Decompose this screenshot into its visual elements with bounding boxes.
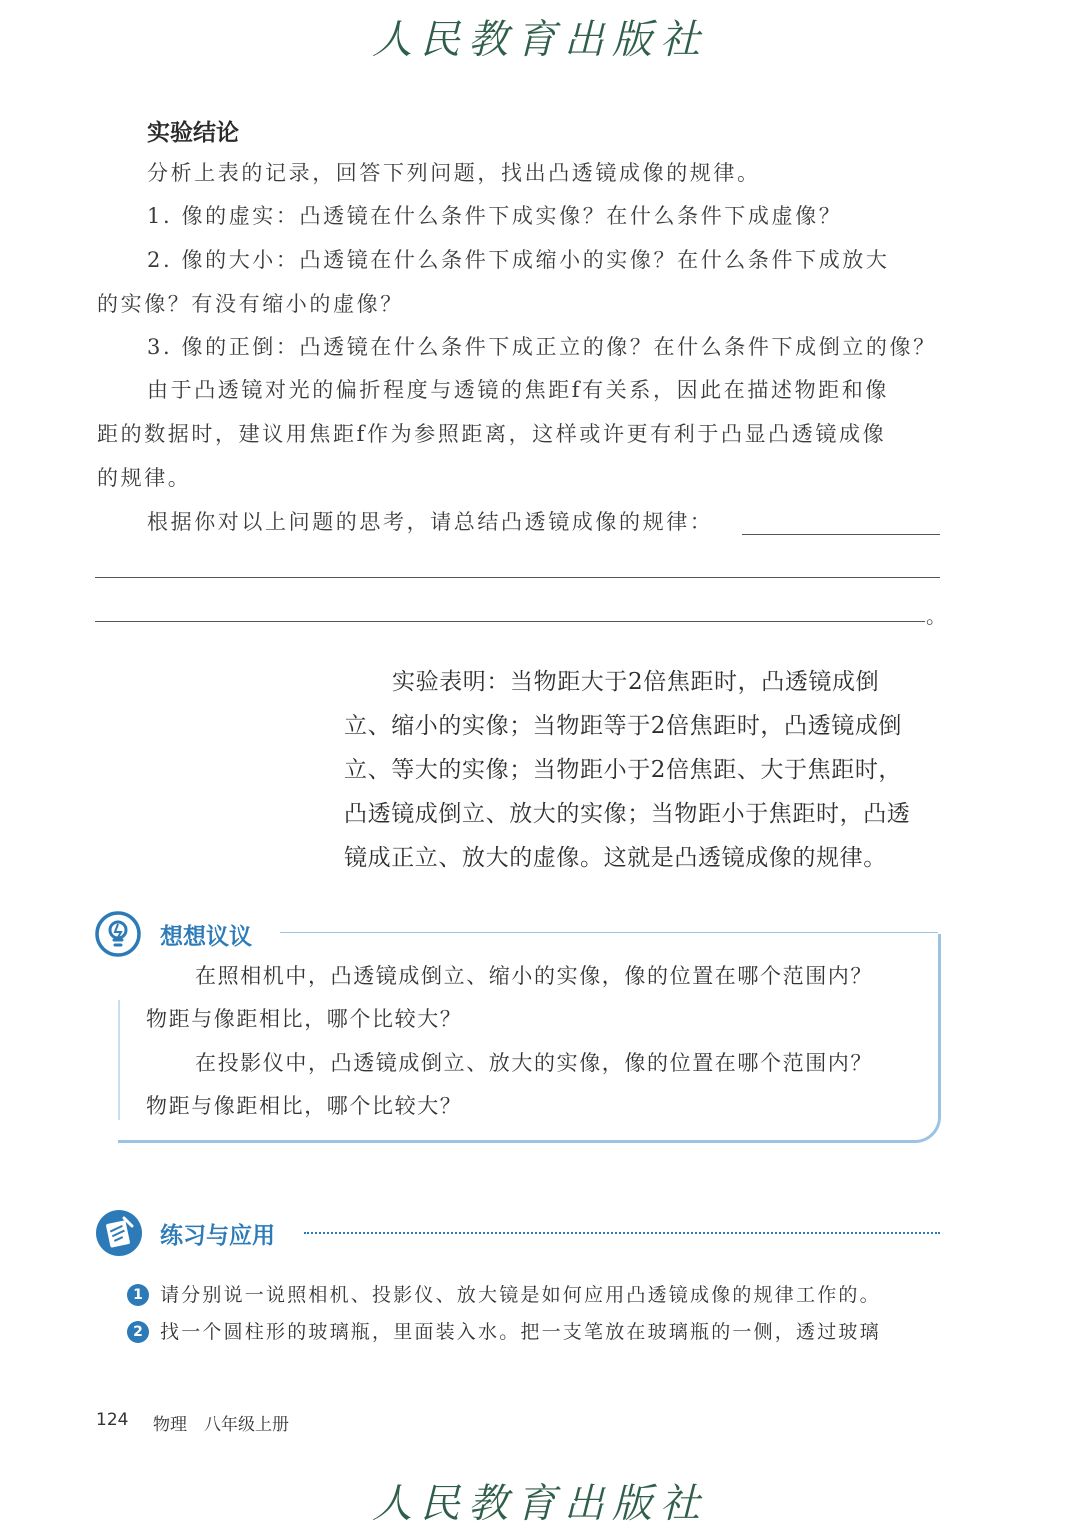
discussion-title: 想想议议 [160, 924, 252, 950]
summary-line: 凸透镜成倒立、放大的实像；当物距小于焦距时，凸透 [344, 801, 911, 827]
exercises-title: 练习与应用 [160, 1223, 275, 1249]
summary-line: 立、缩小的实像；当物距等于2倍焦距时，凸透镜成倒 [344, 713, 903, 739]
exercise-notebook-icon [94, 1208, 144, 1258]
note-line-2: 距的数据时，建议用焦距f作为参照距离，这样或许更有利于凸显凸透镜成像 [97, 422, 887, 446]
exercise-number-badge: 2 [127, 1321, 149, 1343]
note-line-3: 的规律。 [97, 466, 192, 490]
publisher-logo-bottom: 人民教育出版社 [372, 1481, 708, 1527]
discussion-p1-line-2: 物距与像距相比，哪个比较大？ [146, 1007, 463, 1031]
discussion-box-left-edge [118, 1000, 120, 1120]
answer-blank-1[interactable] [742, 534, 940, 535]
publisher-logo-top: 人民教育出版社 [372, 17, 708, 63]
summary-line: 实验表明：当物距大于2倍焦距时，凸透镜成倒 [392, 669, 880, 695]
answer-blank-2[interactable] [95, 577, 940, 578]
end-mark: 。 [926, 604, 946, 628]
summary-line: 立、等大的实像；当物距小于2倍焦距、大于焦距时， [344, 757, 903, 783]
discussion-p1-line-1: 在照相机中，凸透镜成倒立、缩小的实像，像的位置在哪个范围内？ [195, 964, 873, 988]
note-line-1: 由于凸透镜对光的偏折程度与透镜的焦距f有关系，因此在描述物距和像 [147, 378, 889, 402]
conclusion-intro: 分析上表的记录，回答下列问题，找出凸透镜成像的规律。 [147, 161, 761, 185]
summary-line: 镜成正立、放大的虚像。这就是凸透镜成像的规律。 [344, 845, 887, 871]
exercises-title-rule [304, 1232, 940, 1234]
discussion-p2-line-1: 在投影仪中，凸透镜成倒立、放大的实像，像的位置在哪个范围内？ [195, 1051, 873, 1075]
question-2-line-1: 2. 像的大小：凸透镜在什么条件下成缩小的实像？在什么条件下成放大 [147, 248, 890, 272]
page-number: 124 [96, 1410, 129, 1430]
discussion-p2-line-2: 物距与像距相比，哪个比较大？ [146, 1094, 463, 1118]
exercise-number-badge: 1 [127, 1284, 149, 1306]
answer-blank-3[interactable] [95, 621, 925, 622]
question-3: 3. 像的正倒：凸透镜在什么条件下成正立的像？在什么条件下成倒立的像？ [147, 335, 937, 359]
summary-prompt: 根据你对以上问题的思考，请总结凸透镜成像的规律： [147, 510, 714, 534]
section-heading-conclusion: 实验结论 [147, 119, 239, 146]
discussion-title-rule [280, 932, 938, 933]
exercise-item-2: 找一个圆柱形的玻璃瓶，里面装入水。把一支笔放在玻璃瓶的一侧，透过玻璃 [160, 1321, 881, 1343]
book-title: 物理 八年级上册 [153, 1415, 289, 1435]
experiment-summary [344, 660, 944, 880]
question-2-line-2: 的实像？有没有缩小的虚像？ [97, 292, 404, 316]
question-1: 1. 像的虚实：凸透镜在什么条件下成实像？在什么条件下成虚像？ [147, 204, 843, 228]
exercise-item-1: 请分别说一说照相机、投影仪、放大镜是如何应用凸透镜成像的规律工作的。 [160, 1284, 881, 1306]
